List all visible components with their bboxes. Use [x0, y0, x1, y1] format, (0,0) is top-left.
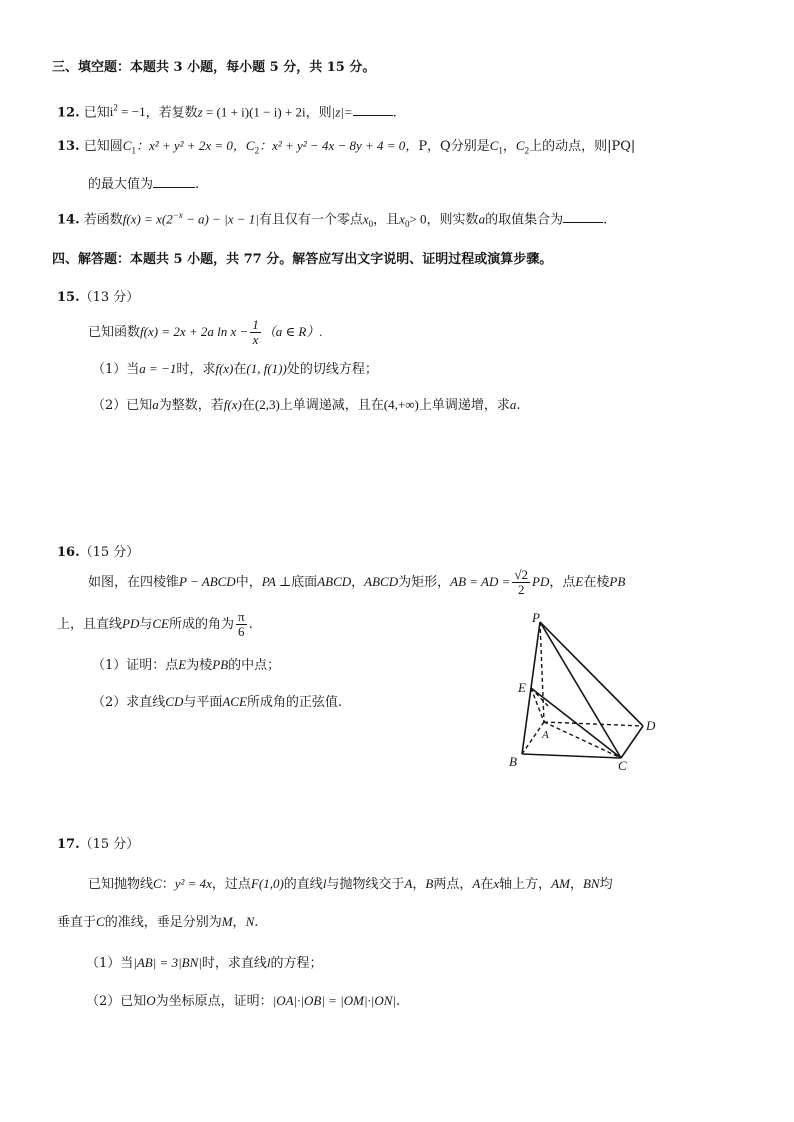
fraction: $\frac{\pi}{6}$	[238, 609, 245, 639]
label-c: C	[618, 758, 627, 772]
question-14: 14. 若函数$f(x) = x(2^{-x} - a) - |x - 1|$有且仅有一个零点$x_0$，且$x_0> 0$，则实数a的取值集合为 .	[57, 210, 608, 229]
question-17-line1: 已知抛物线C：y² = 4x，过点F(1,0)的直线l与抛物线交于A，B两点，A在x轴上方，AM，BN均	[88, 876, 613, 892]
answer-blank[interactable]	[563, 210, 603, 223]
question-16-line2: 上，且直线PD与CE所成的角为 $\frac{\pi}{6}$ .	[57, 609, 253, 639]
question-number: 17.	[57, 837, 80, 852]
edge-bc	[522, 754, 621, 758]
edge-ad	[544, 722, 643, 726]
question-16-part2: （2）求直线CD与平面ACE所成角的正弦值.	[92, 694, 343, 710]
label-b: B	[509, 754, 517, 769]
section-3-heading: 三、填空题：本题共 3 小题，每小题 5 分，共 15 分。	[52, 60, 376, 75]
question-15-part2: （2）已知a为整数，若f(x)在(2,3)上单调递减，且在(4,+∞)上单调递增，求a.	[92, 397, 521, 413]
figure-solid-edges	[522, 622, 643, 758]
label-d: D	[646, 718, 656, 733]
fraction: $\frac{√2}{2}$	[514, 567, 529, 597]
label-p: P	[532, 610, 540, 625]
question-17-header: 17.（15 分）	[57, 837, 140, 852]
question-16-part1: （1）证明：点E为棱PB的中点；	[92, 657, 281, 673]
edge-pa	[540, 622, 544, 722]
question-17-part1: （1）当|AB| = 3|BN|时，求直线l的方程；	[86, 955, 323, 971]
question-16-header: 16.（15 分）	[57, 545, 140, 560]
figure-hidden-edges	[522, 622, 643, 758]
pyramid-figure	[500, 600, 670, 772]
question-number: 15.	[57, 290, 80, 305]
answer-blank[interactable]	[153, 175, 195, 188]
question-13-line2: 的最大值为 .	[88, 177, 200, 192]
edge-e-mid	[531, 688, 548, 706]
question-number: 12.	[57, 105, 80, 121]
edge-pc	[540, 622, 621, 758]
label-e: E	[518, 680, 526, 695]
question-13: 13. 已知圆$C_1$：x² + y² + 2x = 0，$C_2$：x² + y² − 4x − 8y + 4 = 0，P，Q分别是$C_1$，$C_2$上的动点，则|PQ|	[57, 138, 636, 156]
question-number: 16.	[57, 545, 80, 560]
question-number: 13.	[57, 139, 80, 154]
question-17-line2: 垂直于C的准线，垂足分别为M，N.	[57, 914, 259, 930]
question-15-stem: 已知函数f(x) = 2x + 2a ln x − $\frac{1}{x}$ （a ∈ R）.	[88, 317, 323, 347]
question-12: 12. 已知$i^2 = -1$，若复数z = (1 + i)(1 − i) + 2i，则|z|= .	[57, 103, 397, 121]
question-15-part1: （1）当a = −1时，求f(x)在(1, f(1))处的切线方程；	[92, 361, 378, 377]
question-16-line1: 如图，在四棱锥P − ABCD中，PA ⊥底面ABCD，ABCD为矩形，AB = AD = $\frac{√2}{2}$ PD，点E在棱PB	[88, 567, 626, 597]
question-number: 14.	[57, 212, 80, 228]
edge-cd	[621, 726, 643, 758]
edge-pd	[540, 622, 643, 726]
answer-blank[interactable]	[353, 103, 393, 116]
question-15-header: 15.（13 分）	[57, 290, 140, 305]
question-17-part2: （2）已知O为坐标原点，证明：|OA|·|OB| = |OM|·|ON|.	[86, 993, 401, 1009]
label-a: A	[542, 729, 549, 741]
fraction: $\frac{1}{x}$	[252, 317, 259, 347]
section-4-heading: 四、解答题：本题共 5 小题，共 77 分。解答应写出文字说明、证明过程或演算步骤。	[52, 252, 553, 267]
